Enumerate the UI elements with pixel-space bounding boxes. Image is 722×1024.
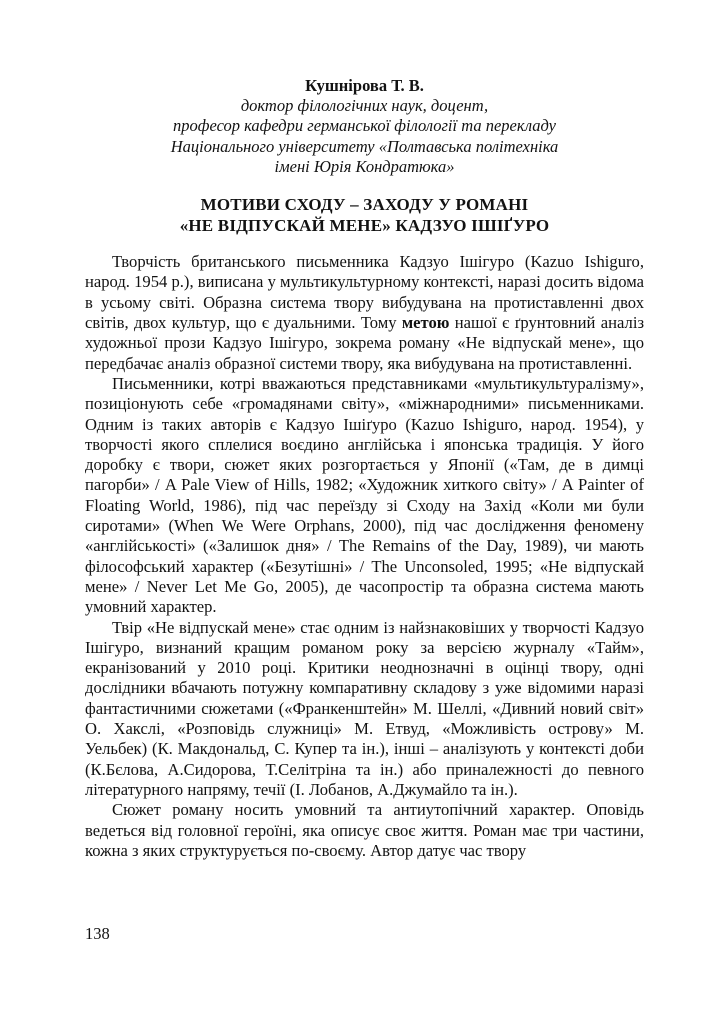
paragraph-1: [85, 252, 644, 374]
author-name: Кушнірова Т. В.: [305, 76, 424, 95]
paragraph-2: Письменники, котрі вважаються представниками «мультикультуралізму», позиціонують себе «громадянами світу», «міжнародними» письменниками. Одним із таких авторів є Кадзуо Ішіґуро (Kazuo Ishiguro, народ. 1954), у творчості якого сплелися воєдино англійська і японська традиція. У його доробку є твори, сюжет яких розгортається у Японії («Там, де в димці пагорби» / A Pale View of Hills, 1982; «Художник хиткого світу» / A Painter of Floating World, 1986), під час переїзду зі Сходу на Захід «Коли ми були сиротами» (When We Were Orphans, 2000), під час дослідження феномену «англійськості» («Залишок дня» / The Remains of the Day, 1989), чи мають філософський характер («Безутішні» / The Unconsoled, 1995; «Не відпускай мене» / Never Let Me Go, 2005), де часопростір та образна система мають умовний характер.: [85, 373, 644, 617]
author-block: [85, 76, 644, 177]
author-credential-line-3: Національного університету «Полтавська політехніка: [170, 136, 559, 156]
article-body: [85, 252, 644, 861]
paragraph-4: Сюжет роману носить умовний та антиутопічний характер. Оповідь ведеться від головної героїні, яка описує своє життя. Роман має три частини, кожна з яких структурується по-своєму. Автор датує час твору: [85, 800, 644, 860]
paragraph-1-bold-keyword: метою: [401, 313, 450, 333]
article-title-line-2: «НЕ ВІДПУСКАЙ МЕНЕ» КАДЗУО ІШІҐУРО: [179, 216, 550, 236]
author-credential-line-1: доктор філологічних наук, доцент,: [240, 96, 489, 115]
article-title: [85, 194, 644, 236]
paragraph-3: Твір «Не відпускай мене» стає одним із найзнаковіших у творчості Кадзуо Ішігуро, визнаний кращим романом року за версією журналу «Тайм», екранізований у 2010 році. Критики неоднозначні в оцінці твору, одні дослідники вбачають потужну компаративну складову з уже відомими наразі фантастичними сюжетами («Франкенштейн» М. Шеллі, «Дивний новий світ» О. Хакслі, «Розповідь служниці» М. Етвуд, «Можливість острову» М. Уельбек) (К. Макдональд, С. Купер та ін.), інші – аналізують у контексті доби (К.Бєлова, А.Сидорова, Т.Селітріна та ін.) або приналежності до певного літературного напряму, течії (І. Лобанов, А.Джумайло та ін.).: [85, 617, 644, 799]
paragraph-1-text: Творчість британського письменника Кадзуо Ішігуро (Kazuo Ishiguro, народ. 1954 р.), виписана у мультикультурному контексті, наразі досить відома в усьому світі. Образна система твору вибудувана на протиставленні двох світів, двох культур, що є дуальними. Тому: [85, 252, 644, 333]
paragraph-1-text-continued: нашої є ґрунтовний аналіз художньої прози Кадзуо Ішігуро, зокрема роману «Не відпускай мене», що передбачає аналіз образної системи твору, яка вибудувана на протиставленні.: [85, 313, 644, 373]
page-number: 138: [85, 924, 110, 943]
author-credential-line-2: професор кафедри германської філології та перекладу: [173, 116, 556, 136]
author-credential-line-4: імені Юрія Кондратюка»: [274, 156, 455, 176]
article-title-line-1: МОТИВИ СХОДУ – ЗАХОДУ У РОМАНІ: [200, 195, 529, 215]
